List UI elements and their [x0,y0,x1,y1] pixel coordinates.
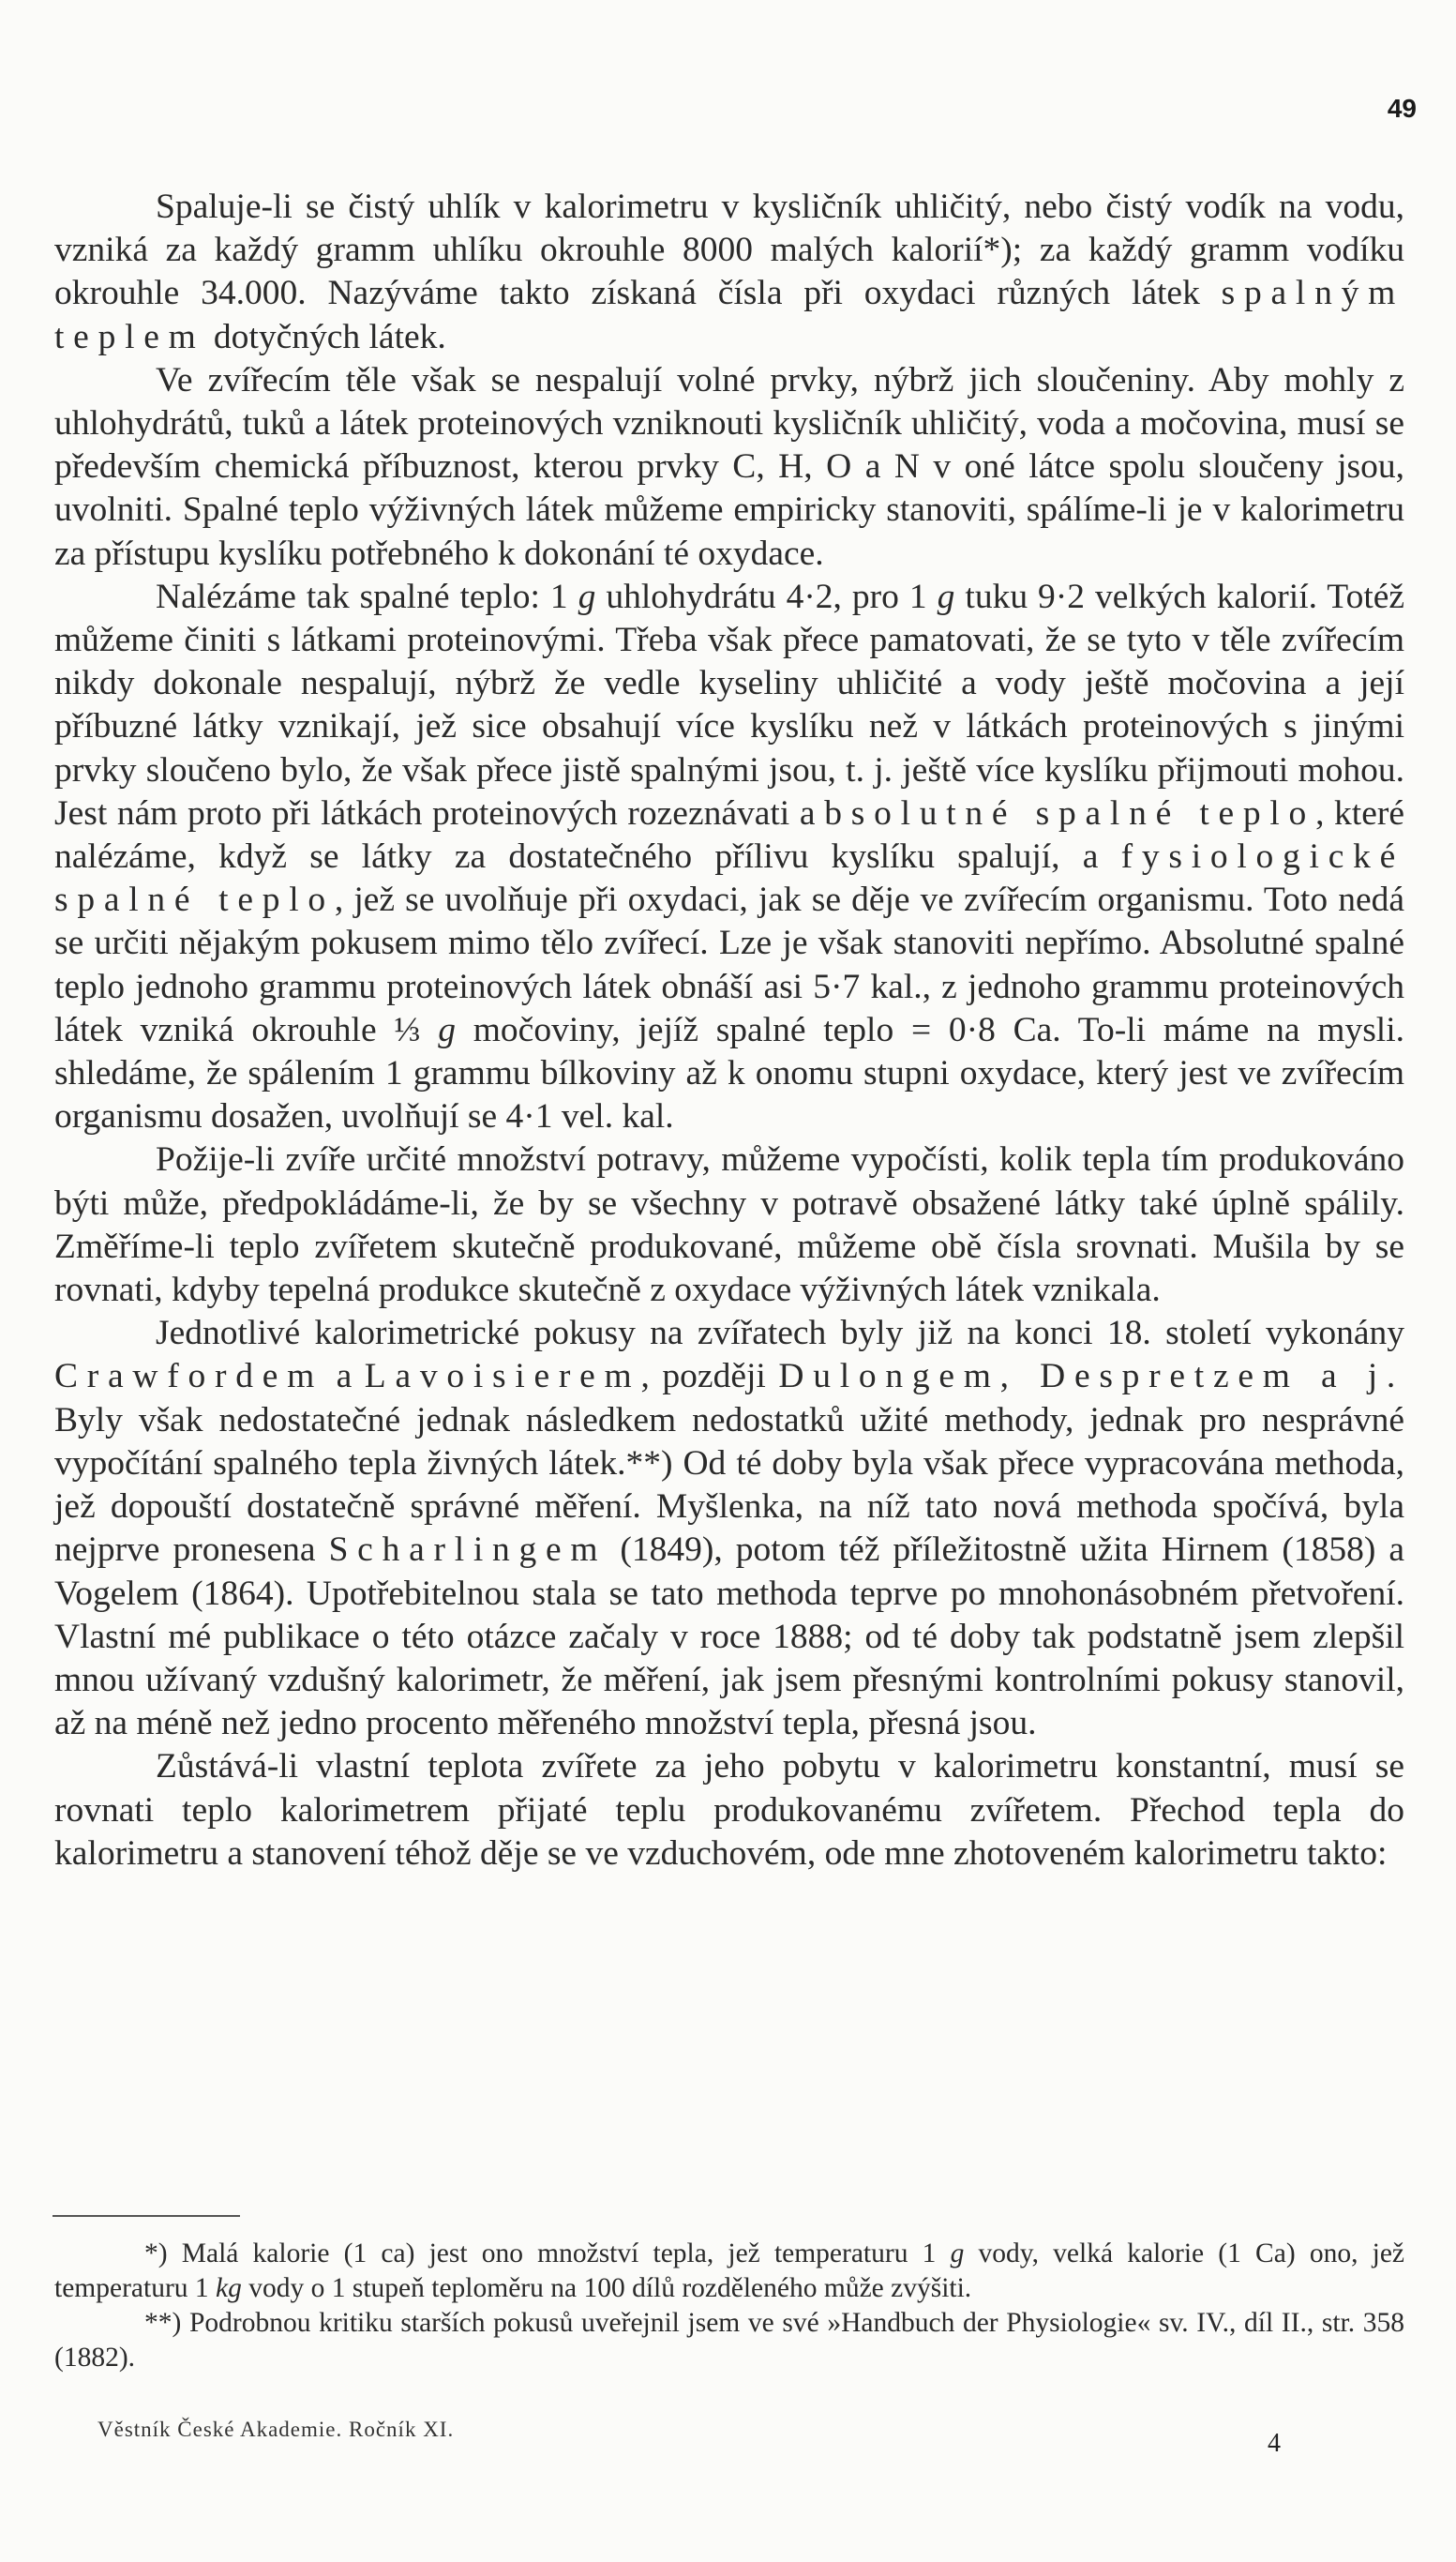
footnote-divider [53,2215,240,2217]
emphasis: Lavoisierem [364,1357,641,1396]
paragraph-4: Požije-li zvíře určité množství potravy, můžeme vypočísti, kolik tepla tím produkováno býti může, předpokládáme-li, že by se všechny v potravě obsažené látky také úplně spálily. Změříme-li teplo zvířetem skutečně produkované, můžeme obě čísla srovnati. Mušila by se rovnati, kdyby tepelná produkce skutečně z oxydace výživných látek vznikala. [54,1140,1404,1310]
emphasis: fysiologické spalné teplo [54,837,1404,920]
main-text [54,186,1404,1876]
emphasis: Dulongem, Despretzem a j. [778,1357,1404,1396]
footnotes [54,2237,1404,2375]
journal-footer: Věstník České Akademie. Ročník XI. [98,2418,455,2441]
sheet-signature: 4 [1268,2429,1281,2458]
footnote-2: **) Podrobnou kritiku starších pokusů uveřejnil jsem ve své »Handbuch der Physiologie« sv. IV., díl II., str. 358 (1882). [54,2308,1404,2373]
footnote-1: *) Malá kalorie (1 ca) jest ono množství tepla, jež temperaturu 1 g vody, velká kalorie (1 Ca) ono, jež temperaturu 1 kg vody o 1 stupeň teploměru na 100 dílů rozděleného může zvýšiti. [54,2238,1405,2303]
emphasis: Crawfordem [54,1357,324,1396]
paragraph-6: Zůstává-li vlastní teplota zvířete za jeho pobytu v kalorimetru konstantní, musí se rovnati teplo kalorimetrem přijaté teplu produkovanému zvířetem. Přechod tepla do kalorimetru a stanovení téhož děje se ve vzduchovém, ode mne zhotoveném kalorimetru takto: [54,1747,1404,1873]
emphasis: Scharlingem [328,1530,608,1570]
paragraph-3: Nalézáme tak spalné teplo: 1 g uhlohydrátu 4·2, pro 1 g tuku 9·2 velkých kalorií. Totéž můžeme činiti s látkami proteinovými. Třeba však přece pamatovati, že se tyto v těle zvířecím nikdy dokonale nespalují, nýbrž že vedle kyseliny uhličité a vody ještě močovina a její příbuzné látky vznikají, jež sice obsahují více kyslíku než v látkách proteinových s jinými prvky sloučeno bylo, že však přece jistě spalnými jsou, t. j. ještě více kyslíku přijmouti mohou. Jest nám proto při látkách proteinových rozeznávati absolutné spalné teplo, které nalézáme, když se látky za dostatečného přílivu kyslíku spalují, a fysiologické spalné teplo, jež se uvolňuje při oxydaci, jak se děje ve zvířecím organismu. Toto nedá se určiti nějakým pokusem mimo tělo zvířecí. Lze je však stanoviti nepřímo. Absolutné spalné teplo jednoho grammu proteinových látek obnáší asi 5·7 kal., z jednoho grammu proteinových látek vzniká okrouhle ⅓ g močoviny, jejíž spalné teplo = 0·8 Ca. To-li máme na mysli. shledáme, že spálením 1 grammu bílkoviny až k onomu stupni oxydace, který jest ve zvířecím organismu dosažen, uvolňují se 4·1 vel. kal. [54,577,1405,1137]
paragraph-2: Ve zvířecím těle však se nespalují volné prvky, nýbrž jich sloučeniny. Aby mohly z uhlohydrátů, tuků a látek proteinových vzniknouti kysličník uhličitý, voda a močovina, musí se především chemická příbuznost, kterou prvky C, H, O a N v oné látce spolu sloučeny jsou, uvolniti. Spalné teplo výživných látek můžeme empiricky stanoviti, spálíme-li je v kalorimetru za přístupu kyslíku potřebného k dokonání té oxydace. [54,360,1404,573]
paragraph-5: Jednotlivé kalorimetrické pokusy na zvířatech byly již na konci 18. století vykonány Crawfordem a Lavoisierem, později Dulongem, Despretzem a j. Byly však nedostatečné jednak následkem nedostatků užité methody, jednak pro nesprávné vypočítání spalného tepla živných látek.**) Od té doby byla však přece vypracována methoda, jež dopouští dostatečně správné měření. Myšlenka, na níž tato nová methoda spočívá, byla nejprve pronesena Scharlingem (1849), potom též příležitostně užita Hirnem (1858) a Vogelem (1864). Upotřebitelnou stala se tato methoda teprve po mnohonásobném přetvoření. Vlastní mé publikace o této otázce začaly v roce 1888; od té doby tak podstatně jsem zlepšil mnou užívaný vzdušný kalorimetr, že měření, jak jsem přesnými kontrolními pokusy stanovil, až na méně než jedno procento měřeného množství tepla, přesná jsou. [54,1314,1405,1743]
page-number: 49 [1387,94,1417,123]
emphasis: absolutné spalné teplo [799,793,1316,833]
paragraph-1: Spaluje-li se čistý uhlík v kalorimetru v kysličník uhličitý, nebo čistý vodík na vodu, vzniká za každý gramm uhlíku okrouhle 8000 malých kalorií*); za každý gramm vodíku okrouhle 34.000. Nazýváme takto získaná čísla při oxydaci různých látek spalným teplem dotyčných látek. [54,188,1404,356]
emphasis: spalným teplem [54,274,1404,356]
